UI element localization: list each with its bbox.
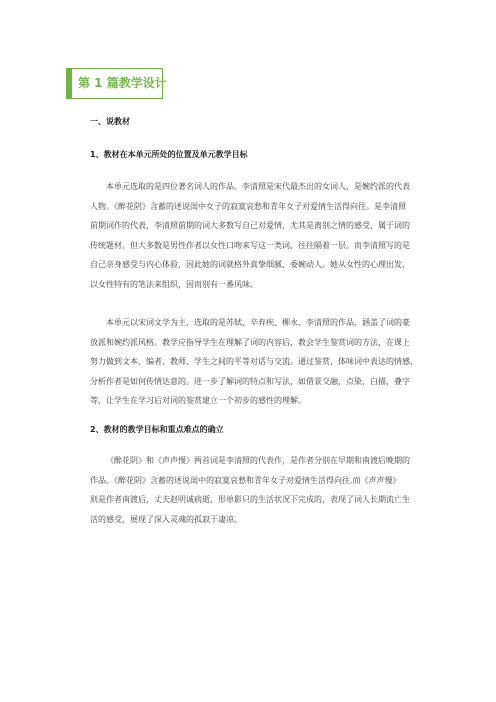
paragraph-line: 本单元选取的是四位著名词人的作品。李清照是宋代最杰出的女词人，是婉约派的代表 (106, 182, 410, 191)
paragraph-line: 本单元以宋词文学为主，选取的是苏轼、辛弃疾、柳永、李清照的作品，涵盖了词的豪 (106, 318, 410, 327)
section-title-box (66, 68, 167, 99)
paragraph-line: 前期词作的代表，李清照前期的词大多数写自己对爱情，尤其是离别之情的感受，属于词的 (90, 221, 410, 230)
paragraph-line: 《醉花阴》和《声声慢》两首词是李清照的代表作，是作者分别在早期和南渡后晚期的 (106, 456, 410, 465)
heading-1: 一、说教材 (90, 117, 130, 126)
paragraph-line: 努力做到文本、编者、教师、学生之间的平等对话与交流。通过鉴赏，体味词中表达的情感， (90, 357, 418, 366)
paragraph-line: 则是作者南渡后，丈夫赵明诚病逝，形单影只的生活状况下完成的，表现了词人长期流亡生 (90, 495, 410, 504)
paragraph-line: 作品。《醉花阴》含蓄的述说闺中的寂寞哀愁和青年女子对爱情生活得向往.而《声声慢》 (90, 475, 401, 485)
paragraph-line: 放派和婉约派风格。教学应指导学生在理解了词的内容后，教会学生鉴赏词的方法，在课上 (90, 337, 410, 347)
page-title: 第 1 篇教学设计 (78, 76, 167, 90)
paragraph-line: 等，让学生在学习后对词的鉴赏建立一个初步的感性的理解。 (90, 396, 306, 405)
paragraph-line: 自己亲身感受与内心体验，因此她的词就格外真挚细腻、委婉动人。她从女性的心理出发， (90, 260, 410, 269)
paragraph-line: 人物。《醉花阴》含蓄的述说闺中女子的寂寞哀愁和青年女子对爱情生活得向往。是李清照 (90, 201, 406, 211)
paragraph-3 (90, 451, 439, 529)
heading-1-2: 2、教材的教学目标和重点难点的确立 (90, 425, 224, 434)
paragraph-line: 活的感受，展现了深入灵魂的孤寂于凄凉。 (90, 514, 242, 524)
title-accent-bar (67, 69, 72, 98)
paragraph-2 (90, 313, 439, 411)
paragraph-line: 分析作者是如何传情达意的。进一步了解词的特点和写法，如借景交融，点染，白描，叠字 (90, 376, 410, 386)
paragraph-1 (90, 177, 439, 294)
heading-1-1: 1、教材在本单元所处的位置及单元教学目标 (90, 150, 248, 159)
paragraph-line: 传统题材。但大多数是男性作者以女性口吻来写这一类词，往往隔着一层。而李清照写的是 (90, 240, 410, 250)
paragraph-line: 以女性特有的笔法来组织，因而别有一番风味。 (90, 279, 258, 289)
